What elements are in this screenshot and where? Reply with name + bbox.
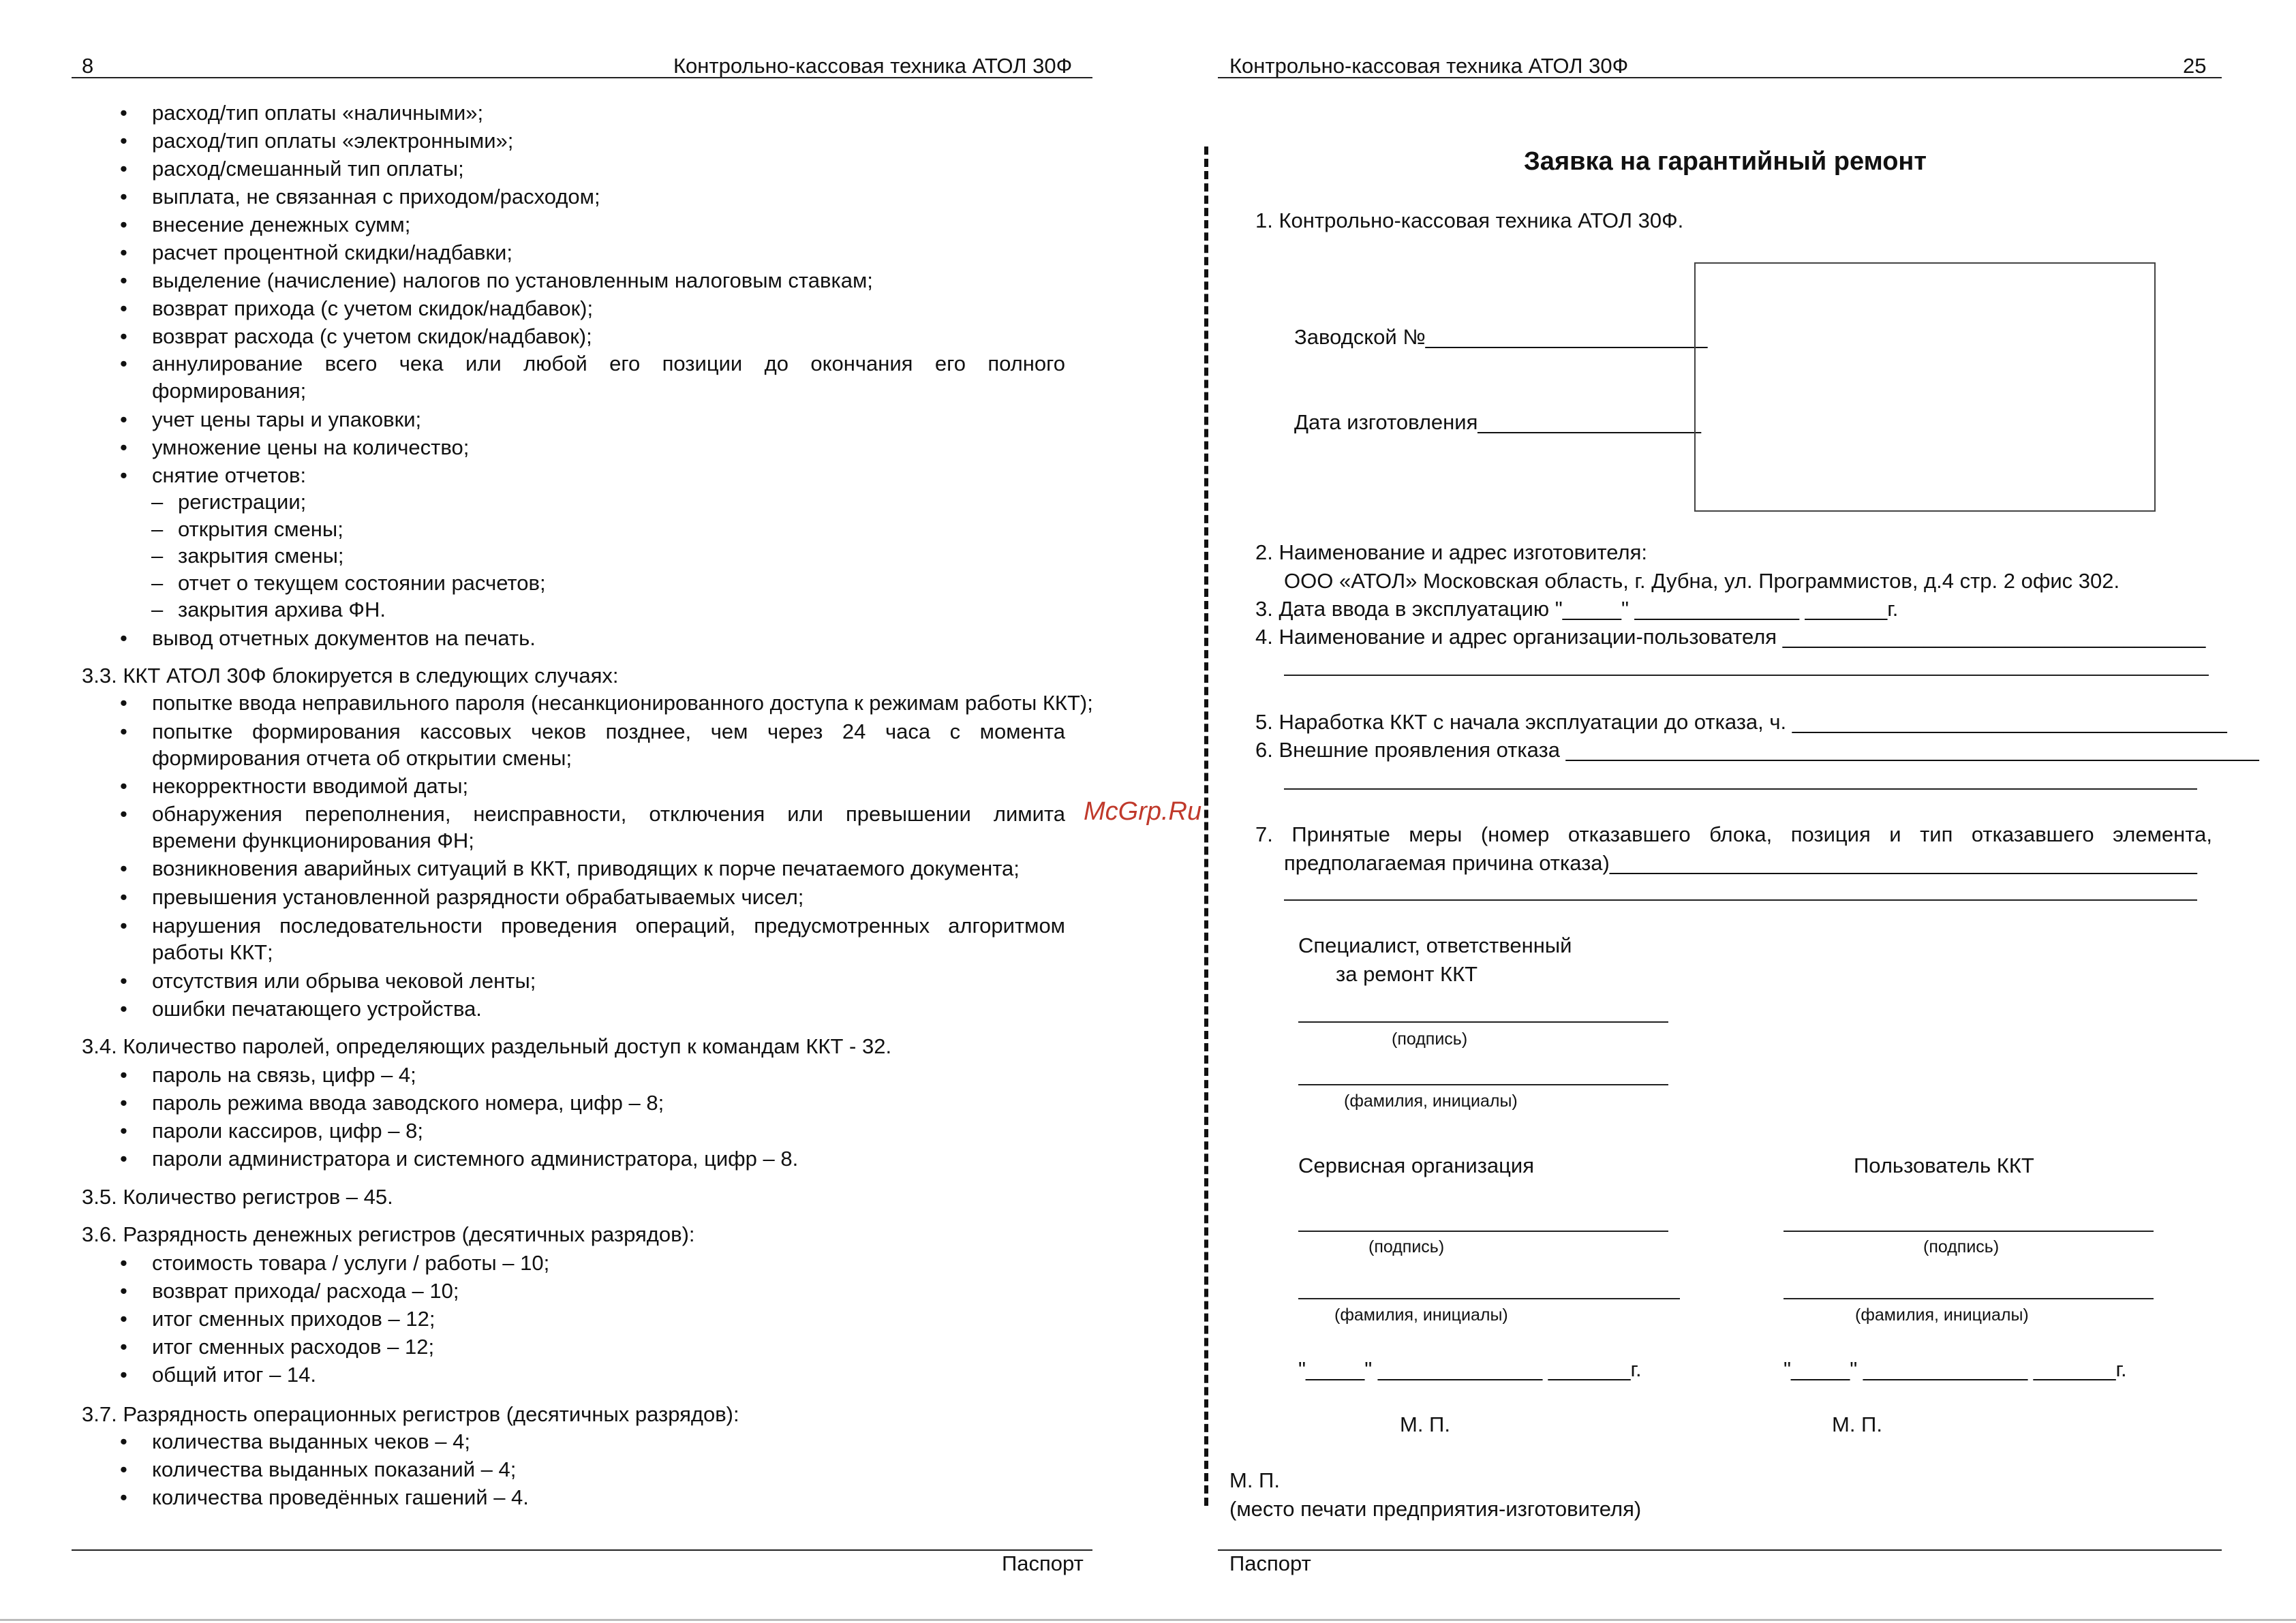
item-5: 5. Наработка ККТ с начала эксплуатации до отказа, ч. _____________________________________ [1255, 710, 2227, 734]
list-item: • возврат прихода (с учетом скидок/надбавок); [82, 294, 1070, 322]
bullet-dot: • [120, 774, 127, 798]
specialist-name-caption: (фамилия, инициалы) [1344, 1092, 1518, 1111]
right-page-number: 25 [2183, 54, 2207, 78]
cut-line [1204, 146, 1208, 1506]
list-item: – регистрации; [82, 489, 1070, 516]
list-item: • количества выданных чеков – 4; [82, 1427, 1070, 1455]
item-2-line-1: 2. Наименование и адрес изготовителя: [1255, 540, 1647, 564]
list-item: • умножение цены на количество; [82, 433, 1070, 461]
left-footer: Паспорт [1002, 1551, 1084, 1575]
item-4: 4. Наименование и адрес организации-пользователя ____________________________________ [1255, 625, 2206, 649]
right-footer: Паспорт [1229, 1551, 1311, 1575]
s33-bullet-9: ошибки печатающего устройства. [152, 997, 482, 1021]
user-kkt-label: Пользователь ККТ [1854, 1154, 2034, 1177]
specialist-label-1: Специалист, ответственный [1298, 933, 1572, 957]
annul-line-1: аннулирование всего чека или любой его позиции до окончания его полного [152, 352, 1065, 375]
s33-bullet-5: возникновения аварийных ситуаций в ККТ, приводящих к порче печатаемого документа; [152, 856, 1020, 880]
section-3-5-title: 3.5. Количество регистров – 45. [82, 1185, 393, 1209]
s33-bullet-4-line-2: времени функционирования ФН; [152, 829, 474, 852]
item-2-line-2: ООО «АТОЛ» Московская область, г. Дубна, ул. Программистов, д.4 стр. 2 офис 302. [1284, 569, 2120, 593]
section-3-7-title: 3.7. Разрядность операционных регистров (десятичных разрядов): [82, 1402, 739, 1426]
bullet-dot: • [120, 720, 127, 743]
list-item: • снятие отчетов: [82, 461, 1070, 489]
bullet-dot: • [120, 885, 127, 909]
list-item: • пароли кассиров, цифр – 8; [82, 1117, 1070, 1145]
list-item: • расчет процентной скидки/надбавки; [82, 238, 1070, 266]
bullet-dot: • [120, 969, 127, 993]
list-item: – открытия смены; [82, 516, 1070, 543]
s33-bullet-8: отсутствия или обрыва чековой ленты; [152, 969, 536, 993]
item-6: 6. Внешние проявления отказа ___________________________________________________________ [1255, 738, 2259, 762]
bullet-dot: • [120, 691, 127, 715]
bullet-dot: • [120, 856, 127, 880]
user-name-caption: (фамилия, инициалы) [1855, 1305, 2029, 1325]
service-org-label: Сервисная организация [1298, 1154, 1535, 1177]
list-item: – отчет о текущем состоянии расчетов; [82, 570, 1070, 597]
list-item: • количества выданных показаний – 4; [82, 1455, 1070, 1483]
list-item: • стоимость товара / услуги / работы – 10; [82, 1249, 1070, 1277]
s33-bullet-6: превышения установленной разрядности обрабатываемых чисел; [152, 885, 804, 909]
left-intro-list [82, 99, 1070, 350]
left-page-number: 8 [82, 54, 94, 78]
list-item: • выделение (начисление) налогов по установленным налоговым ставкам; [82, 266, 1070, 294]
service-name-caption: (фамилия, инициалы) [1334, 1305, 1508, 1325]
annul-line-2: формирования; [152, 379, 307, 403]
list-item: • итог сменных расходов – 12; [82, 1333, 1070, 1361]
list-item: • возврат расхода (с учетом скидок/надбавок); [82, 322, 1070, 350]
item-3: 3. Дата ввода в эксплуатацию "_____" ______________ _______г. [1255, 597, 1899, 621]
specialist-signature-line [1298, 1021, 1668, 1023]
page-bottom-edge [0, 1619, 2296, 1621]
s33-bullet-3: некорректности вводимой даты; [152, 774, 469, 798]
list-item: • пароль режима ввода заводского номера, цифр – 8; [82, 1089, 1070, 1117]
manufacture-date-field: Дата изготовления___________________ [1294, 410, 1701, 434]
manufacturer-mp-note: (место печати предприятия-изготовителя) [1229, 1497, 1642, 1521]
item-7-line-1: 7. Принятые меры (номер отказавшего блока, позиция и тип отказавшего элемента, [1255, 822, 2212, 846]
service-signature-line [1298, 1231, 1668, 1232]
s33-bullet-1: попытке ввода неправильного пароля (несанкционированного доступа к режимам работы ККТ); [152, 691, 1093, 715]
s33-bullet-4-line-1: обнаружения переполнения, неисправности, отключения или превышении лимита [152, 802, 1065, 826]
right-footer-rule [1218, 1549, 2222, 1551]
s34-list [82, 1061, 1070, 1173]
list-item: • вывод отчетных документов на печать. [82, 624, 1070, 652]
user-signature-caption: (подпись) [1923, 1237, 2000, 1256]
list-item: • выплата, не связанная с приходом/расходом; [82, 183, 1070, 211]
list-item: • расход/тип оплаты «электронными»; [82, 127, 1070, 155]
user-signature-line [1784, 1231, 2154, 1232]
section-3-6-title: 3.6. Разрядность денежных регистров (десятичных разрядов): [82, 1222, 695, 1246]
list-item: • общий итог – 14. [82, 1361, 1070, 1389]
s33-bullet-2-line-2: формирования отчета об открытии смены; [152, 746, 572, 770]
watermark: McGrp.Ru [1084, 797, 1202, 826]
bullet-dot: • [120, 352, 127, 375]
item-7-extra-line [1284, 899, 2197, 901]
stamp-box [1694, 262, 2156, 512]
item-4-extra-line [1284, 675, 2209, 676]
list-item: • расход/тип оплаты «наличными»; [82, 99, 1070, 127]
service-signature-caption: (подпись) [1368, 1237, 1445, 1256]
item-6-extra-line [1284, 788, 2197, 790]
list-item: • количества проведённых гашений – 4. [82, 1483, 1070, 1511]
user-date-line: "_____" ______________ _______г. [1784, 1357, 2127, 1381]
user-name-line [1784, 1298, 2154, 1299]
list-item: • возврат прихода/ расхода – 10; [82, 1277, 1070, 1305]
bullet-dot: • [120, 997, 127, 1021]
service-date-line: "_____" ______________ _______г. [1298, 1357, 1642, 1381]
form-title: Заявка на гарантийный ремонт [1524, 147, 1927, 176]
bullet-dot: • [120, 802, 127, 826]
s33-bullet-2-line-1: попытке формирования кассовых чеков позднее, чем через 24 часа с момента [152, 720, 1065, 743]
serial-number-field: Заводской №________________________ [1294, 325, 1708, 349]
list-item: • расход/смешанный тип оплаты; [82, 155, 1070, 183]
item-1: 1. Контрольно-кассовая техника АТОЛ 30Ф. [1255, 208, 1684, 232]
list-item: • внесение денежных сумм; [82, 211, 1070, 238]
list-item: • учет цены тары и упаковки; [82, 405, 1070, 433]
left-header-title: Контрольно-кассовая техника АТОЛ 30Ф [673, 54, 1073, 78]
left-footer-rule [72, 1549, 1092, 1551]
list-item: • пароль на связь, цифр – 4; [82, 1061, 1070, 1089]
service-mp: М. П. [1400, 1412, 1450, 1436]
item-7-line-2: предполагаемая причина отказа)__________________________________________________ [1284, 851, 2197, 875]
specialist-name-line [1298, 1084, 1668, 1085]
left-header-rule [72, 77, 1092, 78]
s33-bullet-7-line-2: работы ККТ; [152, 940, 273, 964]
left-more-list [82, 405, 1070, 489]
right-header-rule [1218, 77, 2222, 78]
section-3-3-title: 3.3. ККТ АТОЛ 30Ф блокируется в следующих случаях: [82, 664, 619, 687]
s36-list [82, 1249, 1070, 1389]
list-item: – закрытия архива ФН. [82, 596, 1070, 623]
service-name-line [1298, 1298, 1680, 1299]
bullet-dot: • [120, 914, 127, 938]
s33-bullet-7-line-1: нарушения последовательности проведения операций, предусмотренных алгоритмом [152, 914, 1065, 938]
print-list [82, 624, 1070, 652]
section-3-4-title: 3.4. Количество паролей, определяющих раздельный доступ к командам ККТ - 32. [82, 1034, 892, 1058]
specialist-signature-caption: (подпись) [1392, 1030, 1468, 1049]
list-item: – закрытия смены; [82, 542, 1070, 570]
user-mp: М. П. [1832, 1412, 1882, 1436]
manufacturer-mp: М. П. [1229, 1468, 1280, 1492]
specialist-label-2: за ремонт ККТ [1336, 962, 1478, 986]
right-header-title: Контрольно-кассовая техника АТОЛ 30Ф [1229, 54, 1629, 78]
s37-list [82, 1427, 1070, 1511]
list-item: • итог сменных приходов – 12; [82, 1305, 1070, 1333]
list-item: • пароли администратора и системного администратора, цифр – 8. [82, 1145, 1070, 1173]
report-sub-list [82, 489, 1070, 623]
